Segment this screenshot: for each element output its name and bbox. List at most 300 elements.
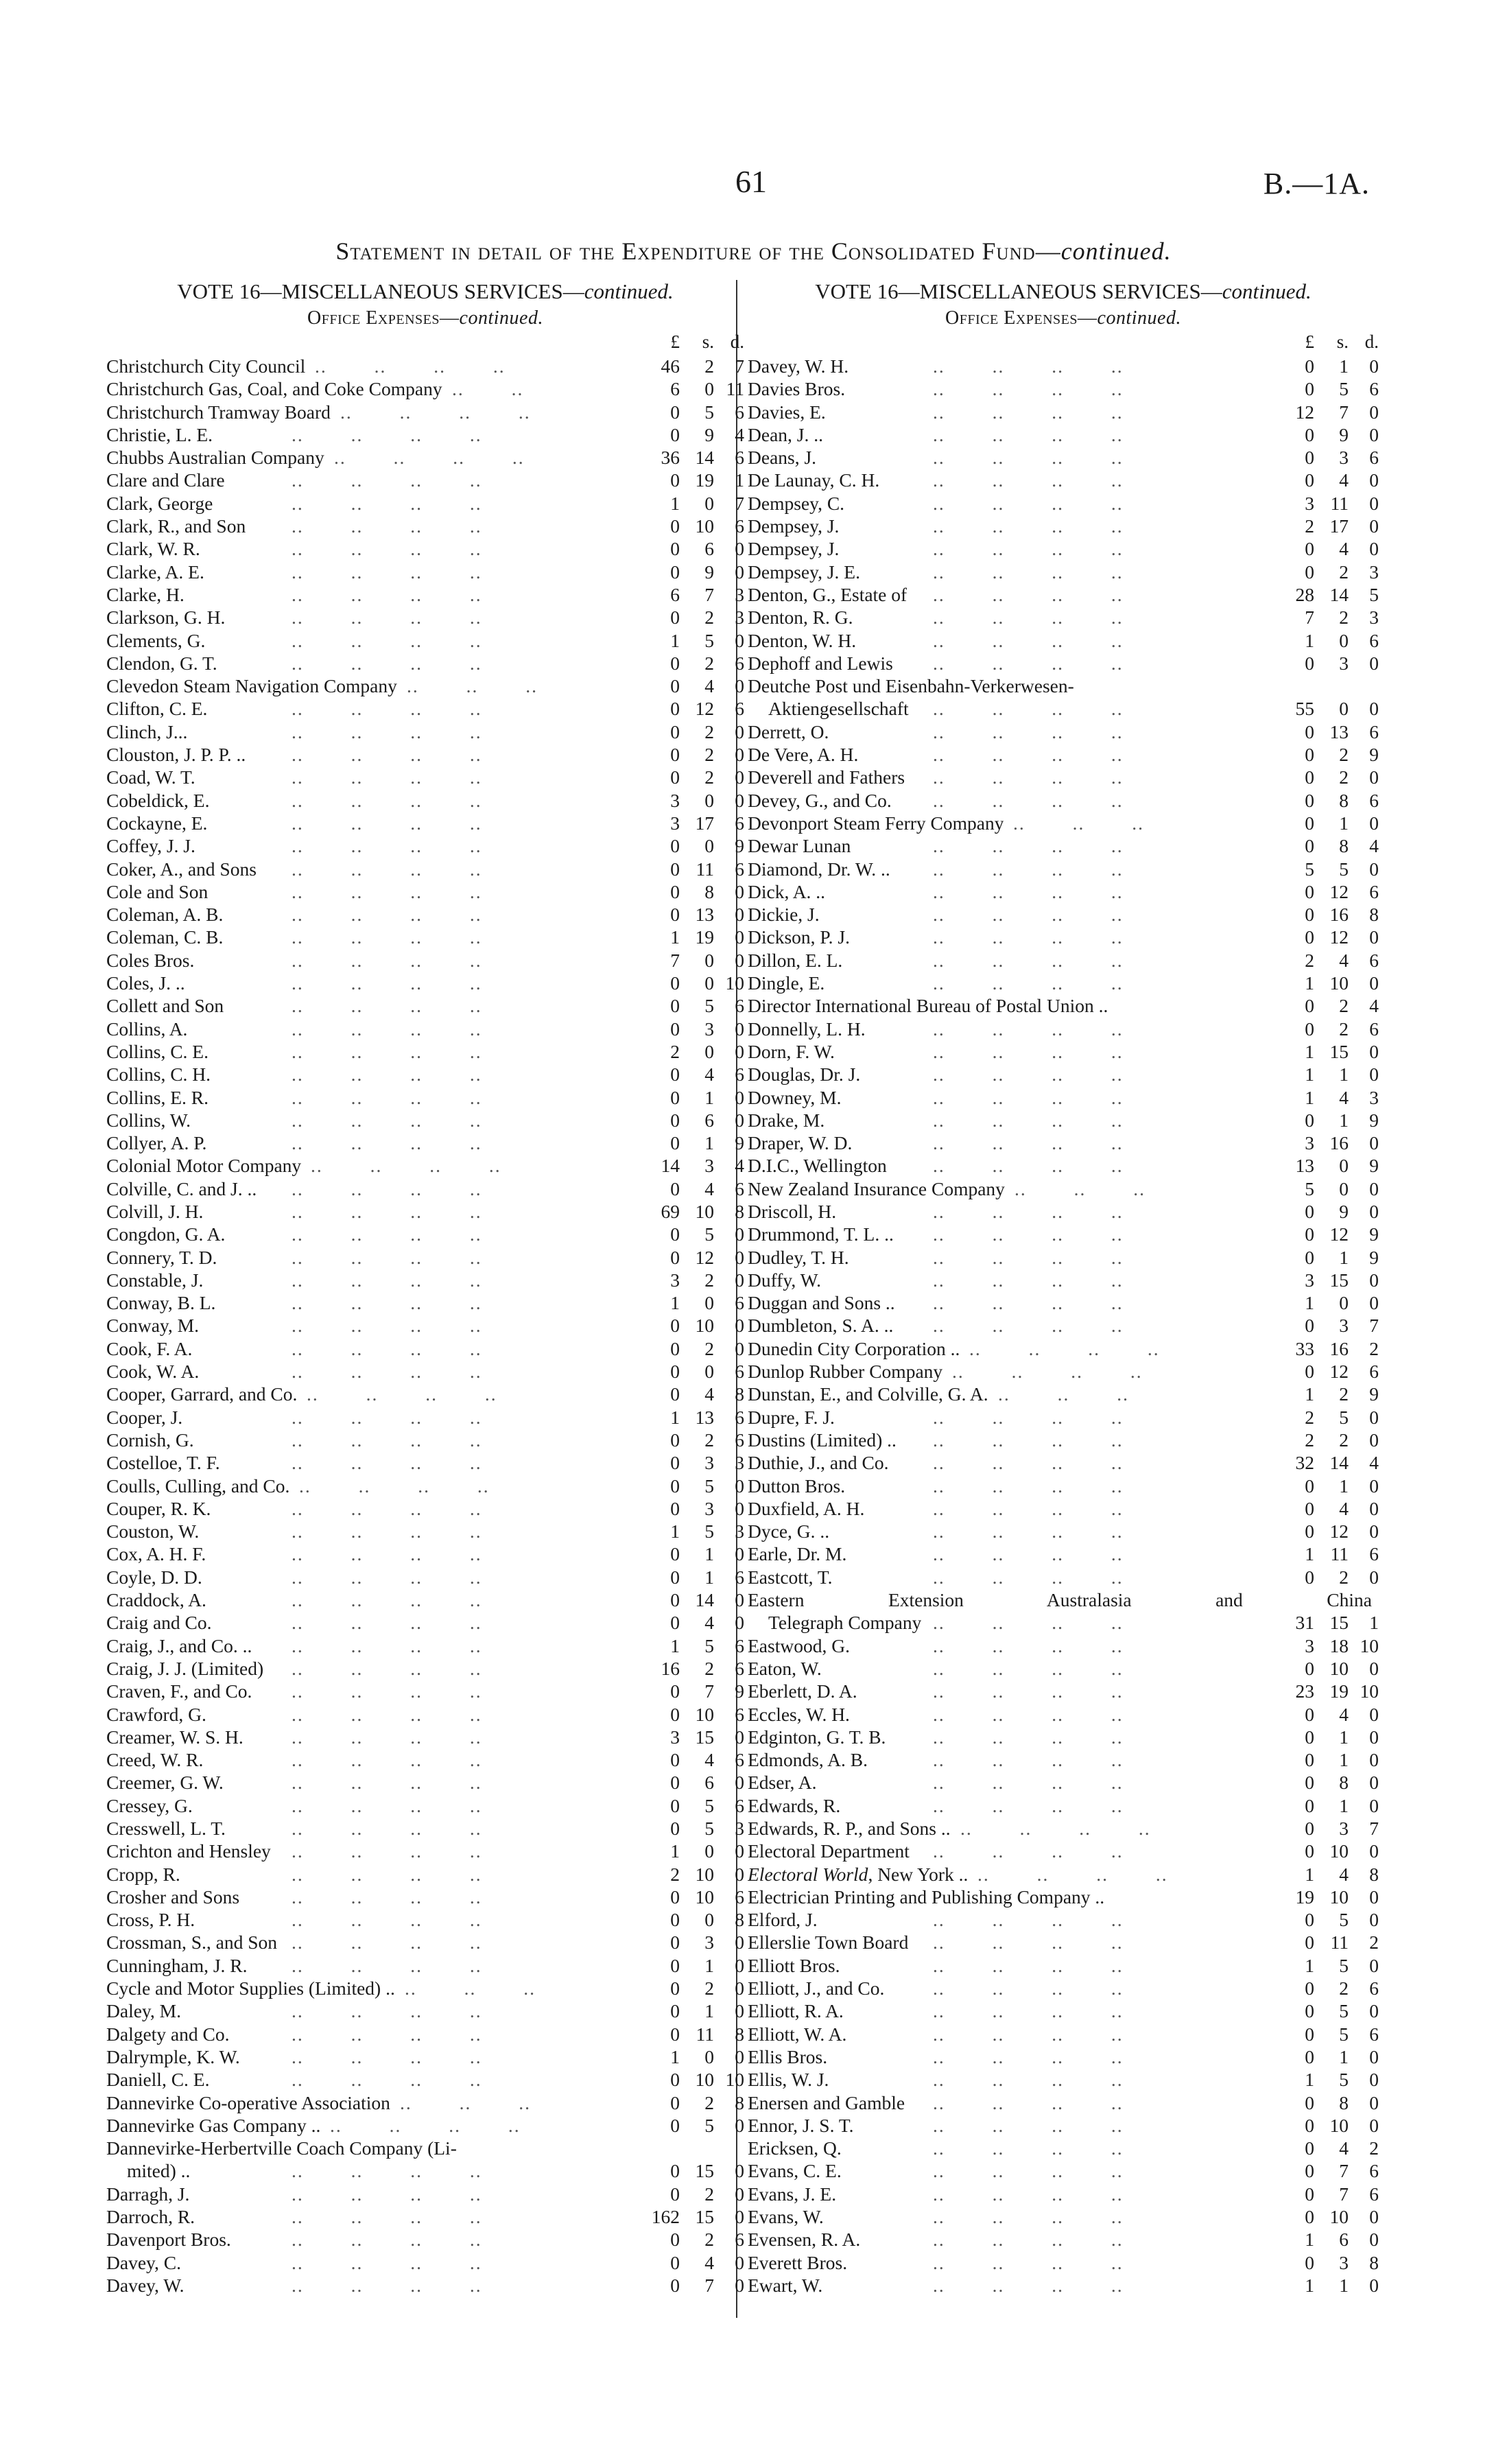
payee-name: Dunstan, E., and Colville, G. A. [748, 1383, 988, 1405]
payee-name: Draper, W. D. [748, 1132, 853, 1154]
pence-value: 6 [735, 1064, 744, 1086]
ledger-row [106, 1726, 744, 1748]
leader-dots: .. .. .. .. [292, 1794, 482, 1816]
vote-heading-main: VOTE 16—MISCELLANEOUS SERVICES— [815, 279, 1222, 303]
pence-value: 0 [735, 1337, 744, 1359]
pence-value: 4 [1369, 995, 1379, 1017]
amount-header [641, 331, 744, 355]
payee-name: Edwards, R. [748, 1794, 841, 1816]
shillings-value: 5 [1339, 858, 1349, 880]
amount [1276, 1223, 1379, 1245]
payee-name: Daley, M. [106, 2000, 181, 2022]
pence-value: 6 [735, 447, 744, 469]
ledger-row [106, 1908, 744, 1931]
shillings-value: 1 [704, 1566, 714, 1588]
payee-name: Dillon, E. L. [748, 949, 843, 971]
shillings-value: 3 [704, 1018, 714, 1040]
payee-name: Christchurch Tramway Board [106, 401, 331, 423]
leader-dots: .. .. .. .. [292, 858, 482, 880]
payee-name: Dean, J. .. [748, 423, 823, 445]
pounds-value: 0 [1305, 447, 1314, 469]
pounds-value: 0 [670, 1109, 680, 1131]
pence-value: 0 [735, 629, 744, 651]
ledger-row [106, 2045, 744, 2068]
amount [641, 1429, 744, 1451]
payee-name: Cockayne, E. [106, 812, 208, 834]
shillings-value: 2 [704, 2091, 714, 2113]
shillings-value: 12 [1329, 1223, 1349, 1245]
amount [641, 1634, 744, 1657]
shillings-value: 2 [704, 1337, 714, 1359]
amount [641, 583, 744, 606]
pence-value: 0 [735, 1726, 744, 1748]
payee-name: Devonport Steam Ferry Company [748, 812, 1004, 834]
shillings-value: 8 [1339, 1772, 1349, 1794]
pence-value: 0 [1369, 1406, 1379, 1428]
pounds-value: 0 [670, 1703, 680, 1725]
vote-heading-continued: continued. [584, 279, 674, 303]
pounds-value: 0 [670, 904, 680, 926]
ledger-row [748, 972, 1379, 994]
ledger-row [106, 1360, 744, 1383]
leader-dots: .. .. .. .. [933, 469, 1124, 491]
shillings-value: 15 [695, 2206, 714, 2228]
payee-name: Electoral World, New York .. [748, 1863, 969, 1885]
leader-dots: .. .. .. .. [933, 1269, 1124, 1291]
pounds-value: 162 [651, 2206, 680, 2228]
pounds-value: 0 [670, 1612, 680, 1634]
pounds-value: 3 [670, 1269, 680, 1291]
leader-dots: .. .. .. .. [933, 607, 1124, 629]
amount [1276, 2228, 1379, 2251]
ledger-row [106, 949, 744, 972]
leader-dots: .. .. .. .. [292, 1269, 482, 1291]
ledger-row [748, 1200, 1379, 1223]
pence-value: 6 [1369, 880, 1379, 902]
pence-value: 7 [735, 492, 744, 514]
pence-value: 0 [735, 1269, 744, 1291]
ledger-row [106, 652, 744, 674]
ledger-row [748, 858, 1379, 880]
leader-dots: .. .. .. .. [292, 1566, 482, 1588]
ledger-row [106, 1954, 744, 1977]
shillings-value: 4 [704, 675, 714, 697]
pounds-value: 0 [670, 652, 680, 674]
amount [1276, 1337, 1379, 1360]
payee-name: Darragh, J. [106, 2183, 190, 2205]
leader-dots: .. .. .. .. [933, 949, 1124, 971]
leader-dots: .. .. .. .. [933, 1132, 1124, 1154]
pence-value: 0 [1369, 972, 1379, 994]
pounds-value: 36 [661, 447, 680, 469]
ledger-row [106, 355, 744, 377]
amount [641, 766, 744, 788]
shillings-value: 7 [704, 1680, 714, 1702]
shillings-value: 5 [1339, 1909, 1349, 1931]
pence-value: 0 [1369, 2069, 1379, 2091]
payee-name: Coleman, A. B. [106, 904, 224, 926]
leader-dots: .. .. .. .. [334, 447, 525, 469]
pounds-value: 0 [670, 2229, 680, 2251]
amount [1276, 1680, 1379, 1702]
amount [641, 423, 744, 446]
amount-header [1276, 331, 1379, 355]
payee-name: Ellerslie Town Board [748, 1932, 909, 1953]
amount [641, 1794, 744, 1817]
leader-dots: .. .. .. .. [933, 1429, 1124, 1451]
vote-heading-main: VOTE 16—MISCELLANEOUS SERVICES— [177, 279, 584, 303]
shillings-value: 13 [695, 1406, 714, 1428]
pounds-value: 0 [670, 2114, 680, 2136]
shillings-value: 5 [1339, 1406, 1349, 1428]
shillings-value: 0 [1339, 629, 1349, 651]
payee-name: New Zealand Insurance Company [748, 1177, 1005, 1199]
ledger-row [106, 812, 744, 834]
pounds-value: 0 [1305, 423, 1314, 445]
ledger-row [106, 1177, 744, 1200]
amount [641, 1611, 744, 1634]
pounds-value: 0 [670, 1954, 680, 1976]
ledger-row [748, 1314, 1379, 1337]
shillings-value: 11 [1330, 492, 1349, 514]
payee-name: Clifton, C. E. [106, 698, 208, 720]
amount [1276, 1063, 1379, 1086]
leader-dots: .. .. .. .. [933, 538, 1124, 560]
ledger-row [106, 674, 744, 697]
pence-value: 0 [1369, 1909, 1379, 1931]
pence-value: 10 [1360, 1634, 1379, 1656]
pence-value: 6 [1369, 1018, 1379, 1040]
shillings-value: 10 [1329, 1657, 1349, 1679]
shillings-value: 5 [1339, 2023, 1349, 2045]
payee-name: Eccles, W. H. [748, 1703, 850, 1725]
pence-value: 0 [735, 949, 744, 971]
amount [641, 674, 744, 697]
pence-value: 9 [1369, 1246, 1379, 1268]
amount [1276, 1177, 1379, 1200]
office-expenses-heading [748, 305, 1379, 331]
payee-name: Earle, Dr. M. [748, 1543, 847, 1565]
amount [641, 2228, 744, 2251]
payee-name: Couston, W. [106, 1521, 200, 1542]
shillings-value: 2 [704, 720, 714, 742]
pounds-value: 0 [1305, 904, 1314, 926]
pence-value: 3 [1369, 561, 1379, 583]
payee-name: Eastcott, T. [748, 1566, 833, 1588]
ledger-row [748, 697, 1379, 720]
leader-dots: .. .. .. .. [292, 812, 482, 834]
leader-dots: .. .. .. .. [933, 744, 1124, 766]
pence-value: 0 [1369, 1772, 1379, 1794]
pounds-value: 0 [1305, 1749, 1314, 1771]
leader-dots: .. .. .. .. [292, 1932, 482, 1953]
pence-value: 9 [1369, 1383, 1379, 1405]
pence-value: 7 [735, 355, 744, 377]
amount [641, 1954, 744, 1977]
amount [1276, 377, 1379, 400]
payee-name: Devey, G., and Co. [748, 789, 892, 811]
amount [641, 1131, 744, 1154]
pence-value: 0 [1369, 515, 1379, 537]
shillings-value: 3 [704, 1452, 714, 1474]
amount [641, 834, 744, 857]
payee-name: Evensen, R. A. [748, 2229, 861, 2251]
pounds-value: 3 [1305, 1132, 1314, 1154]
pounds-value: 0 [1305, 1521, 1314, 1542]
pence-value: 0 [1369, 2045, 1379, 2067]
ledger-row [748, 606, 1379, 629]
pounds-value: 3 [1305, 1269, 1314, 1291]
amount [641, 789, 744, 812]
ledger-row [106, 537, 744, 560]
leader-dots: .. .. .. .. [933, 401, 1124, 423]
pence-value: 7 [1369, 1818, 1379, 1839]
payee-name: Aktiengesellschaft [768, 698, 909, 720]
payee-name: Conway, B. L. [106, 1292, 216, 1314]
leader-dots: .. .. .. [407, 675, 538, 697]
shillings-value: 7 [704, 2274, 714, 2296]
leader-dots: .. .. .. .. [292, 698, 482, 720]
payee-name: Collins, A. [106, 1018, 188, 1040]
payee-name: Elliott, R. A. [748, 2000, 844, 2022]
amount [1276, 1246, 1379, 1269]
payee-name: Craddock, A. [106, 1589, 206, 1611]
leader-dots: .. .. .. .. [933, 561, 1124, 583]
shillings-value: 0 [704, 1909, 714, 1931]
payee-name: Telegraph Company [768, 1612, 922, 1634]
pence-value: 8 [735, 1383, 744, 1405]
pence-value: 6 [1369, 447, 1379, 469]
amount [1276, 2023, 1379, 2045]
ledger-row [748, 674, 1379, 697]
pounds-value: 7 [1305, 607, 1314, 629]
leader-dots: .. .. .. .. [292, 1726, 482, 1748]
pence-value: 0 [735, 1475, 744, 1497]
pounds-value: 0 [670, 880, 680, 902]
shillings-value: 2 [704, 1657, 714, 1679]
ledger-row [748, 423, 1379, 446]
ledger-row [748, 2228, 1379, 2251]
payee-name: Eaton, W. [748, 1657, 822, 1679]
pence-value: 0 [735, 1589, 744, 1611]
pence-value: 0 [1369, 1429, 1379, 1451]
pounds-value: 0 [670, 1566, 680, 1588]
ledger-row [106, 834, 744, 857]
shillings-value: 5 [704, 1818, 714, 1839]
pounds-value: 2 [670, 1040, 680, 1062]
pounds-value: 0 [670, 2183, 680, 2205]
pence-value: 0 [1369, 401, 1379, 423]
amount [641, 1406, 744, 1429]
left-entries [106, 355, 744, 2297]
leader-dots: .. .. .. .. [933, 2091, 1124, 2113]
ledger-row [748, 1703, 1379, 1726]
shillings-value: 12 [1329, 1521, 1349, 1542]
leader-dots: .. .. .. .. [292, 1246, 482, 1268]
ledger-row [106, 1840, 744, 1862]
amount [641, 1269, 744, 1291]
payee-name: Craven, F., and Co. [106, 1680, 252, 1702]
ledger-row [748, 1542, 1379, 1565]
pounds-value: 0 [670, 1177, 680, 1199]
payee-name: Dyce, G. .. [748, 1521, 830, 1542]
shillings-value: 11 [696, 858, 714, 880]
pounds-value: 31 [1295, 1612, 1314, 1634]
ledger-row [748, 1520, 1379, 1542]
shillings-value: 16 [1329, 904, 1349, 926]
amount [1276, 2137, 1379, 2159]
pence-value: 0 [1369, 538, 1379, 560]
payee-name: Clevedon Steam Navigation Company [106, 675, 397, 697]
leader-dots: .. .. .. .. [933, 2274, 1124, 2296]
payee-name: Cobeldick, E. [106, 789, 210, 811]
pence-value: 6 [735, 515, 744, 537]
leader-dots: .. .. .. .. [292, 2274, 482, 2296]
payee-name: Dickson, P. J. [748, 926, 850, 948]
office-expenses-continued: continued. [459, 307, 543, 329]
ledger-row [748, 2274, 1379, 2297]
pence-value: 0 [1369, 1657, 1379, 1679]
ledger-row [106, 1611, 744, 1634]
amount [1276, 537, 1379, 560]
payee-name: Dickie, J. [748, 904, 820, 926]
pence-value: 0 [1369, 1200, 1379, 1222]
amount [1276, 720, 1379, 743]
shillings-value: 0 [704, 1292, 714, 1314]
ledger-row [106, 583, 744, 606]
ledger-row [748, 789, 1379, 812]
shillings-value: 4 [704, 1612, 714, 1634]
payee-name: Coffey, J. J. [106, 835, 195, 857]
shillings-value: 1 [1339, 1475, 1349, 1497]
leader-dots: .. .. .. .. [292, 652, 482, 674]
shillings-value: 4 [704, 1749, 714, 1771]
ledger-row [748, 1429, 1379, 1451]
shillings-value: 2 [704, 652, 714, 674]
pence-value: 6 [735, 995, 744, 1017]
pence-value: 6 [1369, 378, 1379, 400]
leader-dots: .. .. .. .. [933, 1634, 1124, 1656]
pence-value: 0 [1369, 1886, 1379, 1908]
payee-name: Downey, M. [748, 1086, 842, 1108]
pence-value: 0 [735, 744, 744, 766]
ledger-row [748, 2251, 1379, 2274]
amount [641, 1566, 744, 1588]
pounds-value: 7 [670, 949, 680, 971]
payee-name: Electrician Printing and Publishing Company .. [748, 1886, 1105, 1908]
leader-dots: .. .. .. .. [933, 1040, 1124, 1062]
pounds-value: 0 [670, 1589, 680, 1611]
ledger-row [748, 1657, 1379, 1680]
leader-dots: .. .. .. .. [292, 1954, 482, 1976]
ledger-row [748, 469, 1379, 491]
payee-name: Cresswell, L. T. [106, 1818, 226, 1839]
payee-name: Crichton and Hensley [106, 1840, 271, 1862]
pounds-value: 14 [661, 1155, 680, 1177]
amount [1276, 1040, 1379, 1063]
leader-dots: .. .. .. .. [315, 355, 506, 377]
pounds-value: 0 [1305, 1726, 1314, 1748]
pence-value: 0 [735, 904, 744, 926]
payee-name: Coyle, D. D. [106, 1566, 202, 1588]
payee-name: Drake, M. [748, 1109, 825, 1131]
leader-dots: .. .. .. .. [292, 1680, 482, 1702]
pence-value: 6 [1369, 1361, 1379, 1383]
payee-name: Enersen and Gamble [748, 2091, 905, 2113]
pounds-value: 1 [1305, 2274, 1314, 2296]
ledger-row [106, 1931, 744, 1953]
payee-name: Diamond, Dr. W. .. [748, 858, 890, 880]
right-entries [748, 355, 1379, 2297]
ledger-row [748, 446, 1379, 469]
shillings-value: 4 [1339, 1703, 1349, 1725]
pence-value: 2 [1369, 1337, 1379, 1359]
shillings-value: 0 [704, 835, 714, 857]
amount [641, 972, 744, 994]
amount [1276, 2274, 1379, 2297]
leader-dots: .. .. .. .. [292, 766, 482, 788]
shillings-value: 0 [704, 1361, 714, 1383]
pence-value: 9 [735, 835, 744, 857]
pence-value: 0 [1369, 1040, 1379, 1062]
ledger-row [748, 1246, 1379, 1269]
shillings-value: 15 [1329, 1269, 1349, 1291]
leader-dots: .. .. .. .. [292, 2183, 482, 2205]
shillings-value: 1 [704, 1132, 714, 1154]
payee-name: Driscoll, H. [748, 1200, 837, 1222]
pounds-value: 0 [1305, 744, 1314, 766]
payee-name: Couper, R. K. [106, 1497, 211, 1519]
ledger-row [748, 2159, 1379, 2182]
payee-name: Dewar Lunan [748, 835, 851, 857]
payee-name: Craig, J. J. (Limited) [106, 1657, 264, 1679]
amount [1276, 1269, 1379, 1291]
leader-dots: .. .. .. .. [292, 538, 482, 560]
pence-value: 6 [1369, 1978, 1379, 1999]
payee-name: Evans, W. [748, 2206, 824, 2228]
pence-value: 0 [735, 1772, 744, 1794]
pence-value: 0 [1369, 355, 1379, 377]
pounds-value: 0 [670, 538, 680, 560]
ledger-row [748, 1817, 1379, 1840]
pence-value: 6 [735, 1177, 744, 1199]
amount [641, 1063, 744, 1086]
amount [641, 446, 744, 469]
pounds-value: 0 [1305, 538, 1314, 560]
shillings-value: 0 [1339, 1177, 1349, 1199]
amount [1276, 1908, 1379, 1931]
payee-name: Duffy, W. [748, 1269, 821, 1291]
pence-value: 0 [735, 880, 744, 902]
payee-name: Dustins (Limited) .. [748, 1429, 897, 1451]
payee-name: Dupre, F. J. [748, 1406, 835, 1428]
payee-name: Creemer, G. W. [106, 1772, 224, 1794]
pounds-value: 3 [670, 812, 680, 834]
pence-value: 3 [1369, 1086, 1379, 1108]
shillings-value: 2 [1339, 766, 1349, 788]
pounds-value: 1 [670, 492, 680, 514]
ledger-row [106, 561, 744, 583]
amount [641, 720, 744, 743]
leader-dots: .. .. .. .. [933, 835, 1124, 857]
amount [1276, 1360, 1379, 1383]
pounds-value: 0 [1305, 1315, 1314, 1337]
shillings-value: 6 [704, 1772, 714, 1794]
leader-dots: .. .. .. .. [933, 1772, 1124, 1794]
amount [641, 1931, 744, 1953]
pounds-value: 33 [1295, 1337, 1314, 1359]
amount [1276, 1383, 1379, 1405]
